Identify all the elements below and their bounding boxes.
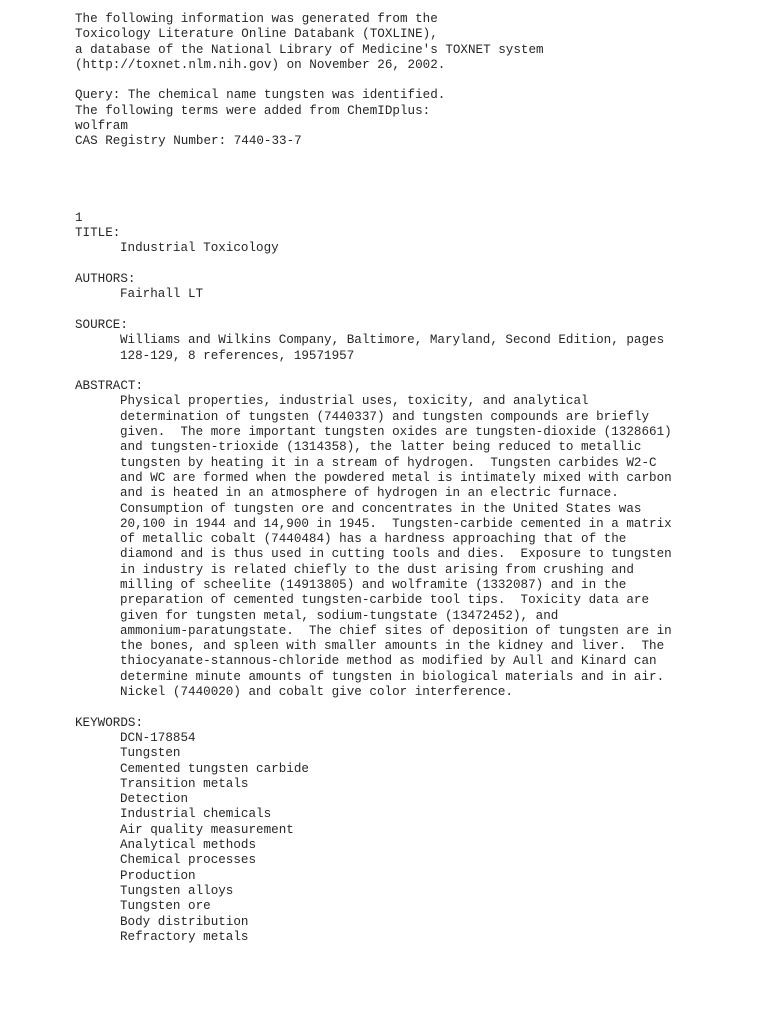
spacer <box>75 364 755 379</box>
header-line: The following information was generated from the <box>75 12 438 26</box>
query-line: wolfram <box>75 119 128 134</box>
source-label: SOURCE: <box>75 317 128 332</box>
header-line: Toxicology Literature Online Databank (TOXLINE), <box>75 27 438 42</box>
spacer <box>75 73 755 88</box>
abstract-body <box>75 394 755 700</box>
query-block <box>75 88 755 149</box>
keyword-item: Tungsten alloys <box>120 883 234 898</box>
header-block <box>75 12 755 73</box>
spacer <box>75 303 755 318</box>
abstract-line: Physical properties, industrial uses, toxicity, and analytical <box>120 394 589 409</box>
abstract-line: tungsten by heating it in a stream of hydrogen. Tungsten carbides W2-C <box>120 455 657 470</box>
spacer <box>75 150 755 165</box>
query-line: The following terms were added from ChemIDplus: <box>75 103 431 118</box>
keyword-item: Chemical processes <box>120 853 257 868</box>
abstract-line: 20,100 in 1944 and 14,900 in 1945. Tungsten-carbide cemented in a matrix <box>120 516 672 531</box>
keyword-item: Cemented tungsten carbide <box>120 761 309 776</box>
keyword-item: Refractory metals <box>120 929 249 944</box>
source-line: 128-129, 8 references, 19571957 <box>120 348 355 363</box>
abstract-line: Consumption of tungsten ore and concentrates in the United States was <box>120 501 642 516</box>
abstract-line: of metallic cobalt (7440484) has a hardness approaching that of the <box>120 532 627 547</box>
query-line: Query: The chemical name tungsten was identified. <box>75 88 446 103</box>
spacer <box>75 180 755 195</box>
keywords-label: KEYWORDS: <box>75 715 144 730</box>
abstract-line: given. The more important tungsten oxides are tungsten-dioxide (1328661) <box>120 425 672 440</box>
abstract-line: given for tungsten metal, sodium-tungstate (13472452), and <box>120 608 559 623</box>
keyword-item: Tungsten ore <box>120 899 211 914</box>
keyword-item: Analytical methods <box>120 838 257 853</box>
title-label: TITLE: <box>75 226 121 241</box>
document-page <box>75 12 755 945</box>
keyword-item: Air quality measurement <box>120 822 294 837</box>
abstract-label: ABSTRACT: <box>75 379 144 394</box>
header-line: (http://toxnet.nlm.nih.gov) on November 26, 2002. <box>75 57 446 72</box>
abstract-line: and WC are formed when the powdered metal is intimately mixed with carbon <box>120 470 672 485</box>
keyword-item: Production <box>120 868 196 883</box>
query-line: CAS Registry Number: 7440-33-7 <box>75 134 302 149</box>
record-title: Industrial Toxicology <box>120 241 279 256</box>
spacer <box>75 700 755 715</box>
spacer <box>75 165 755 180</box>
abstract-line: preparation of cemented tungsten-carbide tool tips. Toxicity data are <box>120 593 650 608</box>
abstract-line: determination of tungsten (7440337) and tungsten compounds are briefly <box>120 409 650 424</box>
abstract-line: ammonium-paratungstate. The chief sites of deposition of tungsten are in <box>120 623 672 638</box>
keyword-item: DCN-178854 <box>120 730 196 745</box>
authors-label: AUTHORS: <box>75 272 136 287</box>
abstract-line: in industry is related chiefly to the dust arising from crushing and <box>120 562 634 577</box>
record-authors: Fairhall LT <box>120 287 204 302</box>
spacer <box>75 257 755 272</box>
abstract-line: milling of scheelite (14913805) and wolframite (1332087) and in the <box>120 577 627 592</box>
header-line: a database of the National Library of Medicine's TOXNET system <box>75 42 544 57</box>
keyword-item: Body distribution <box>120 914 249 929</box>
abstract-line: and is heated in an atmosphere of hydrogen in an electric furnace. <box>120 486 619 501</box>
abstract-line: Nickel (7440020) and cobalt give color interference. <box>120 685 513 700</box>
keyword-item: Detection <box>120 792 189 807</box>
record-number: 1 <box>75 210 83 225</box>
keyword-item: Transition metals <box>120 776 249 791</box>
spacer <box>75 196 755 211</box>
keyword-item: Tungsten <box>120 746 181 761</box>
abstract-line: the bones, and spleen with smaller amounts in the kidney and liver. The <box>120 639 665 654</box>
source-line: Williams and Wilkins Company, Baltimore, Maryland, Second Edition, pages <box>120 333 665 348</box>
abstract-line: diamond and is thus used in cutting tools and dies. Exposure to tungsten <box>120 547 672 562</box>
keyword-item: Industrial chemicals <box>120 807 272 822</box>
abstract-line: determine minute amounts of tungsten in biological materials and in air. <box>120 669 665 684</box>
abstract-line: and tungsten-trioxide (1314358), the latter being reduced to metallic <box>120 440 642 455</box>
abstract-line: thiocyanate-stannous-chloride method as modified by Aull and Kinard can <box>120 654 657 669</box>
keywords-list <box>75 731 755 945</box>
